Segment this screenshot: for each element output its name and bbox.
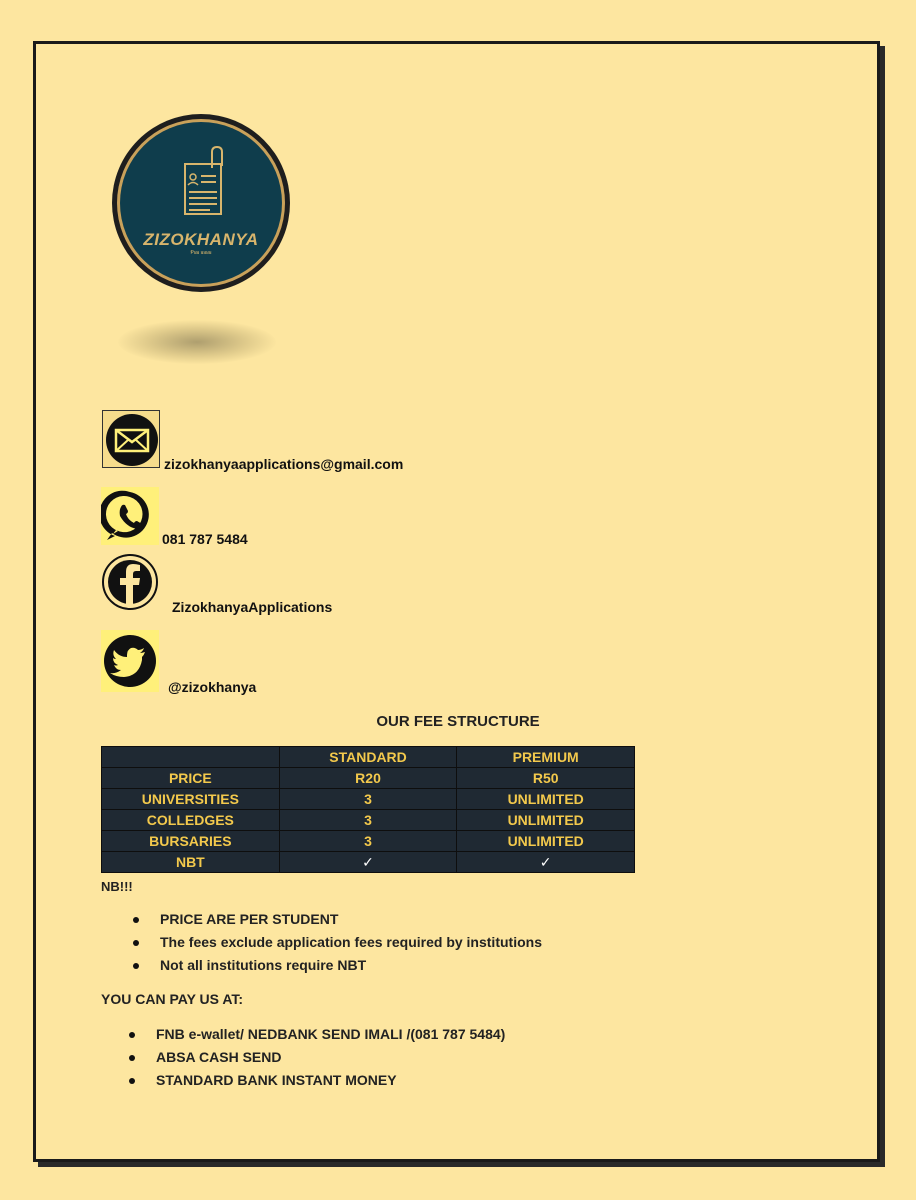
list-item	[160, 934, 542, 957]
list-item	[156, 1072, 505, 1095]
payment-option: STANDARD BANK INSTANT MONEY	[156, 1072, 397, 1088]
fee-structure-title: OUR FEE STRUCTURE	[376, 713, 540, 730]
list-item	[160, 957, 542, 980]
note-text: The fees exclude application fees required by institutions	[160, 934, 542, 950]
list-item	[156, 1049, 505, 1072]
table-row	[102, 831, 635, 852]
table-row	[102, 852, 635, 873]
logo-shadow	[118, 320, 276, 364]
standard-cell: 3	[279, 810, 457, 831]
whatsapp-number[interactable]: 081 787 5484	[162, 531, 248, 547]
facebook-handle[interactable]: ZizokhanyaApplications	[172, 599, 333, 615]
bullet-icon	[129, 1078, 135, 1084]
standard-cell: 3	[279, 831, 457, 852]
email-address[interactable]: zizokhanyaapplications@gmail.com	[164, 456, 404, 472]
payment-heading: YOU CAN PAY US AT:	[101, 991, 244, 1007]
facebook-icon	[101, 553, 159, 611]
row-label: UNIVERSITIES	[102, 789, 280, 810]
payment-option: ABSA CASH SEND	[156, 1049, 282, 1065]
table-row	[102, 768, 635, 789]
row-label: NBT	[102, 852, 280, 873]
table-header-row	[102, 747, 635, 768]
notes-list	[160, 911, 542, 980]
list-item	[156, 1026, 505, 1049]
email-icon	[102, 410, 160, 468]
list-item	[160, 911, 542, 934]
checkmark-icon: ✓	[279, 852, 457, 873]
note-text: Not all institutions require NBT	[160, 957, 367, 973]
twitter-handle[interactable]: @zizokhanya	[168, 679, 257, 695]
bullet-icon	[133, 963, 139, 969]
premium-cell: UNLIMITED	[457, 810, 635, 831]
payment-option: FNB e-wallet/ NEDBANK SEND IMALI /(081 787 5484)	[156, 1026, 506, 1042]
brand-logo	[112, 114, 290, 292]
premium-cell: R50	[457, 768, 635, 789]
bullet-icon	[133, 940, 139, 946]
bullet-icon	[129, 1055, 135, 1061]
table-header: PREMIUM	[457, 747, 635, 768]
row-label: COLLEDGES	[102, 810, 280, 831]
fee-table	[101, 746, 635, 873]
standard-cell: 3	[279, 789, 457, 810]
notes-heading: NB!!!	[101, 879, 133, 894]
brand-name: ZIZOKHANYA	[143, 230, 259, 249]
table-row	[102, 789, 635, 810]
whatsapp-icon	[101, 487, 159, 545]
payment-list	[156, 1026, 505, 1095]
table-header: STANDARD	[279, 747, 457, 768]
brand-tagline: Ᵽᴚᴚ ᴚᴚᴚᴚ	[190, 250, 212, 256]
document-icon	[120, 122, 282, 284]
row-label: PRICE	[102, 768, 280, 789]
table-row	[102, 810, 635, 831]
table-header	[102, 747, 280, 768]
bullet-icon	[133, 917, 139, 923]
note-text: PRICE ARE PER STUDENT	[160, 911, 339, 927]
bullet-icon	[129, 1032, 135, 1038]
row-label: BURSARIES	[102, 831, 280, 852]
checkmark-icon: ✓	[457, 852, 635, 873]
twitter-icon	[101, 630, 159, 692]
premium-cell: UNLIMITED	[457, 789, 635, 810]
standard-cell: R20	[279, 768, 457, 789]
premium-cell: UNLIMITED	[457, 831, 635, 852]
